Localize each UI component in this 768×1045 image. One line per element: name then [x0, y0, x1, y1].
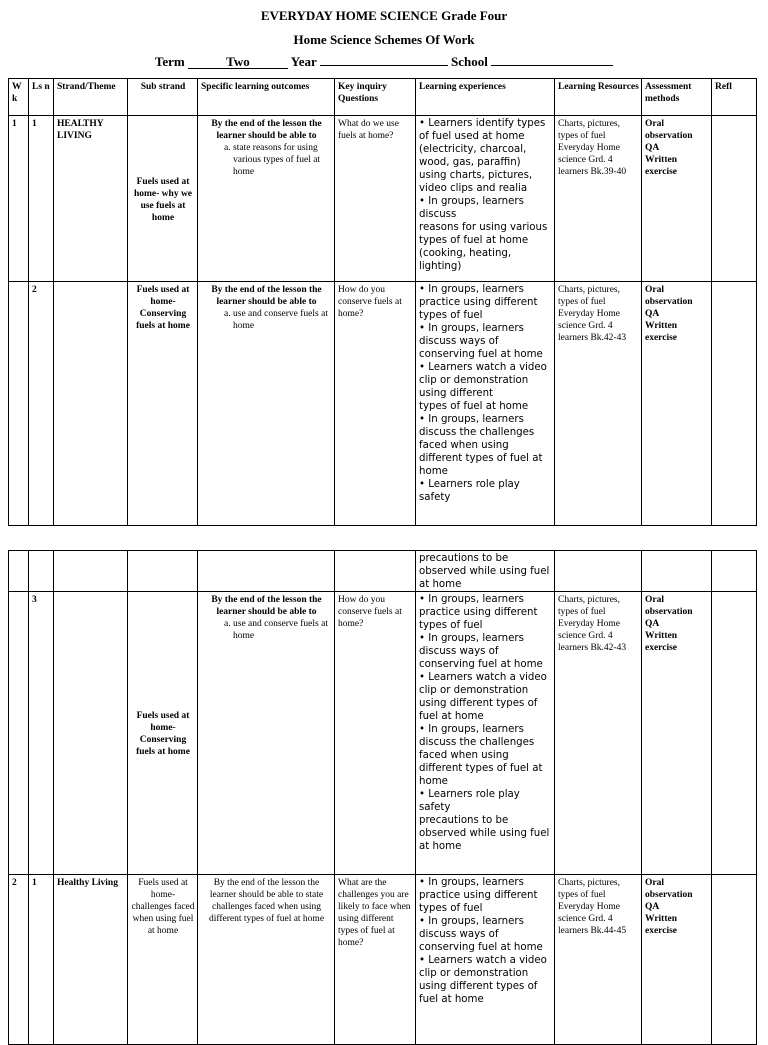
cell-outcomes [198, 116, 335, 282]
col-header-outcomes: Specific learning outcomes [198, 79, 335, 116]
assessment-item: Written exercise [645, 321, 678, 343]
cell-lsn: 3 [29, 592, 54, 875]
cell-resources: Charts, pictures, types of fuel Everyday Home science Grd. 4 learners Bk.42-43 [555, 282, 642, 526]
cell-resources: Charts, pictures, types of fuel Everyday Home science Grd. 4 learners Bk.44-45 [555, 875, 642, 1045]
experience-line: • In groups, learners discuss ways of conserving fuel at home [419, 633, 543, 670]
cell-strand: Healthy Living [54, 875, 128, 1045]
experience-line: using charts, pictures, video clips and realia [419, 170, 533, 194]
table-row [9, 592, 757, 875]
cell-strand [54, 282, 128, 526]
col-header-substrand: Sub strand [128, 79, 198, 116]
assessment-item: QA [645, 309, 660, 319]
table-row [9, 282, 757, 526]
year-blank [320, 65, 448, 66]
cell-assessment [642, 592, 712, 875]
col-header-questions: Key inquiry Questions [335, 79, 416, 116]
cell-experiences [416, 282, 555, 526]
cell-substrand: Fuels used at home- challenges faced when using fuel at home [128, 875, 198, 1045]
cell-lsn: 1 [29, 875, 54, 1045]
outcome-item: a. use and conserve fuels at home [233, 618, 332, 642]
table-row [9, 116, 757, 282]
scheme-table-page-1 [8, 78, 757, 526]
cell-substrand: Fuels used at home- Conserving fuels at home [128, 592, 198, 875]
col-header-experiences: Learning experiences [416, 79, 555, 116]
outcome-intro: By the end of the lesson the learner should be able to [211, 595, 322, 617]
col-header-lsn: Ls n [29, 79, 54, 116]
cell-strand [54, 551, 128, 592]
school-label: School [451, 54, 488, 69]
experience-line: • Learners watch a video clip or demonstration using different [419, 362, 547, 399]
experience-line: • In groups, learners discuss ways of conserving fuel at home [419, 323, 543, 360]
assessment-item: Oral observation [645, 878, 693, 900]
experience-line: • In groups, learners practice using different types of fuel [419, 877, 538, 914]
experience-line: • Learners watch a video clip or demonstration using different types of fuel at home [419, 955, 547, 1005]
term-value: Two [188, 55, 288, 69]
cell-question: How do you conserve fuels at home? [335, 592, 416, 875]
cell-substrand: Fuels used at home- Conserving fuels at home [128, 282, 198, 526]
col-header-reflection: Refl [712, 79, 757, 116]
experience-line: • Learners identify types of fuel used at home (electricity, charcoal, wood, gas, paraffin) [419, 118, 546, 168]
experience-line: • In groups, learners discuss ways of conserving fuel at home [419, 916, 543, 953]
experience-line: reasons for using various types of fuel at home (cooking, heating, lighting) [419, 222, 548, 272]
assessment-item: Oral observation [645, 595, 693, 617]
cell-substrand: Fuels used at home- why we use fuels at home [128, 116, 198, 282]
term-label: Term [154, 54, 185, 69]
cell-wk: 2 [9, 875, 29, 1045]
col-header-assessment: Assessment methods [642, 79, 712, 116]
table-row [9, 551, 757, 592]
cell-experiences [416, 116, 555, 282]
cell-reflection [712, 282, 757, 526]
assessment-item: QA [645, 143, 660, 153]
outcome-intro: By the end of the lesson the learner should be able to [211, 285, 322, 307]
cell-wk: 1 [9, 116, 29, 282]
experience-line: • Learners watch a video clip or demonstration using different types of fuel at home [419, 672, 547, 722]
table-header-row [9, 79, 757, 116]
year-label: Year [290, 54, 317, 69]
cell-question: How do you conserve fuels at home? [335, 282, 416, 526]
document-title: EVERYDAY HOME SCIENCE Grade Four [260, 8, 508, 23]
assessment-item: Oral observation [645, 119, 693, 141]
cell-outcomes [198, 551, 335, 592]
cell-resources [555, 551, 642, 592]
document-subtitle: Home Science Schemes Of Work [293, 32, 475, 47]
scheme-table-page-2 [8, 550, 757, 1045]
cell-question: What do we use fuels at home? [335, 116, 416, 282]
cell-resources: Charts, pictures, types of fuel Everyday Home science Grd. 4 learners Bk.42-43 [555, 592, 642, 875]
experience-line: precautions to be observed while using fuel at home [419, 815, 550, 852]
cell-assessment [642, 551, 712, 592]
outcome-intro: By the end of the lesson the learner should be able to [211, 119, 322, 141]
outcome-item: a. use and conserve fuels at home [233, 308, 332, 332]
experience-line: • Learners role play safety [419, 479, 520, 503]
experience-line: • Learners role play safety [419, 789, 520, 813]
cell-outcomes: By the end of the lesson the learner should be able to state challenges faced when using different types of fuel at home [198, 875, 335, 1045]
cell-reflection [712, 116, 757, 282]
cell-lsn [29, 551, 54, 592]
cell-assessment [642, 875, 712, 1045]
term-year-school-line [0, 54, 768, 70]
assessment-item: QA [645, 619, 660, 629]
cell-experiences [416, 875, 555, 1045]
cell-outcomes [198, 592, 335, 875]
cell-wk [9, 551, 29, 592]
cell-experiences: precautions to be observed while using fuel at home [416, 551, 555, 592]
assessment-item: Written exercise [645, 631, 678, 653]
assessment-item: Written exercise [645, 155, 678, 177]
cell-wk [9, 282, 29, 526]
assessment-item: QA [645, 902, 660, 912]
cell-strand [54, 592, 128, 875]
experience-line: • In groups, learners discuss the challenges faced when using different types of fuel at home [419, 414, 543, 477]
cell-outcomes [198, 282, 335, 526]
experience-line: • In groups, learners discuss [419, 196, 524, 220]
cell-resources: Charts, pictures, types of fuel Everyday Home science Grd. 4 learners Bk.39-40 [555, 116, 642, 282]
col-header-wk: W k [9, 79, 29, 116]
cell-lsn: 1 [29, 116, 54, 282]
table-row [9, 875, 757, 1045]
cell-assessment [642, 282, 712, 526]
cell-strand: HEALTHY LIVING [54, 116, 128, 282]
experience-line: • In groups, learners practice using different types of fuel [419, 284, 538, 321]
cell-reflection [712, 592, 757, 875]
outcome-item: a. state reasons for using various types of fuel at home [233, 142, 332, 178]
col-header-resources: Learning Resources [555, 79, 642, 116]
school-blank [491, 65, 613, 66]
assessment-item: Oral observation [645, 285, 693, 307]
experience-line: • In groups, learners discuss the challenges faced when using different types of fuel at home [419, 724, 543, 787]
assessment-item: Written exercise [645, 914, 678, 936]
cell-experiences [416, 592, 555, 875]
cell-question [335, 551, 416, 592]
experience-line: • In groups, learners practice using different types of fuel [419, 594, 538, 631]
cell-question: What are the challenges you are likely to face when using different types of fuel at home? [335, 875, 416, 1045]
cell-assessment [642, 116, 712, 282]
experience-line: types of fuel at home [419, 401, 529, 412]
cell-reflection [712, 551, 757, 592]
col-header-strand: Strand/Theme [54, 79, 128, 116]
cell-substrand [128, 551, 198, 592]
cell-reflection [712, 875, 757, 1045]
cell-wk [9, 592, 29, 875]
cell-lsn: 2 [29, 282, 54, 526]
